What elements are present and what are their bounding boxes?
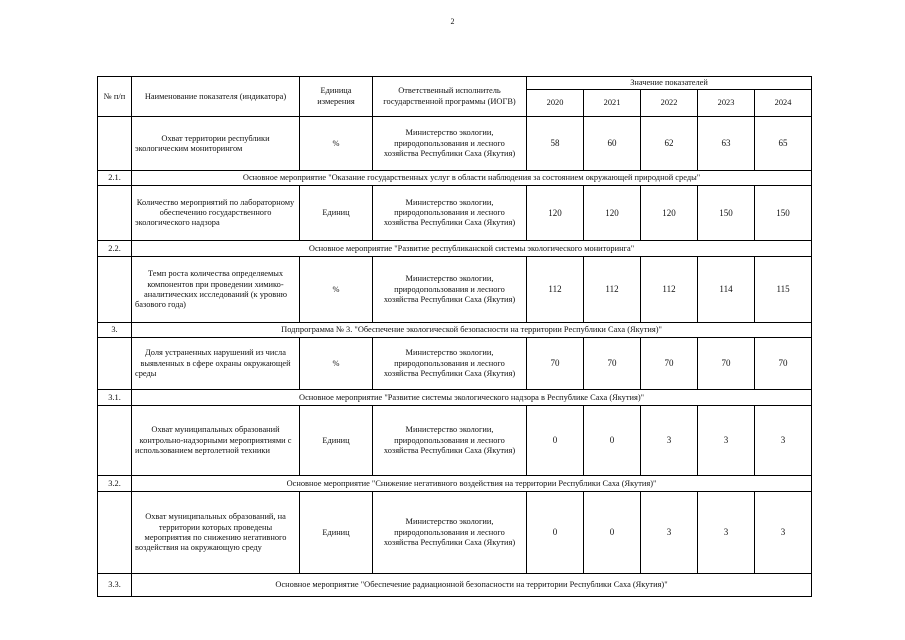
indicator-name: Охват территории республики экологическим мониторингом <box>132 117 300 171</box>
header-num: № п/п <box>98 77 132 117</box>
table-row <box>98 117 812 171</box>
indicator-unit: % <box>300 338 373 390</box>
value-2022: 3 <box>641 406 698 476</box>
value-2020: 70 <box>527 338 584 390</box>
value-2022: 70 <box>641 338 698 390</box>
indicator-name: Количество мероприятий по лабораторному обеспечению государственного экологического надзора <box>132 186 300 241</box>
section-num: 3. <box>98 323 132 338</box>
section-num: 3.3. <box>98 574 132 597</box>
header-year-2024: 2024 <box>755 90 812 117</box>
indicator-unit: % <box>300 257 373 323</box>
indicator-unit: Единиц <box>300 406 373 476</box>
indicator-name: Охват муниципальных образований контрольно-надзорными мероприятиями с использованием вертолетной техники <box>132 406 300 476</box>
value-2021: 112 <box>584 257 641 323</box>
section-row <box>98 476 812 492</box>
section-title: Основное мероприятие "Развитие системы экологического надзора в Республике Саха (Якутия)" <box>132 390 812 406</box>
section-title: Основное мероприятие "Развитие республиканской системы экологического мониторинга" <box>132 241 812 257</box>
row-num <box>98 492 132 574</box>
row-num <box>98 406 132 476</box>
indicator-name: Охват муниципальных образований, на территории которых проведены мероприятия по снижению негативного воздействия на окружающую среду <box>132 492 300 574</box>
indicator-executor: Министерство экологии, природопользования и лесного хозяйства Республики Саха (Якутия) <box>373 338 527 390</box>
indicator-unit: Единиц <box>300 492 373 574</box>
header-year-2022: 2022 <box>641 90 698 117</box>
indicator-name: Доля устраненных нарушений из числа выявленных в сфере охраны окружающей среды <box>132 338 300 390</box>
table-row <box>98 406 812 476</box>
row-num <box>98 338 132 390</box>
header-executor: Ответственный исполнитель государственной программы (ИОГВ) <box>373 77 527 117</box>
indicator-executor: Министерство экологии, природопользования и лесного хозяйства Республики Саха (Якутия) <box>373 186 527 241</box>
header-year-2021: 2021 <box>584 90 641 117</box>
value-2021: 0 <box>584 492 641 574</box>
section-num: 2.1. <box>98 171 132 186</box>
header-name: Наименование показателя (индикатора) <box>132 77 300 117</box>
header-year-2023: 2023 <box>698 90 755 117</box>
row-num <box>98 117 132 171</box>
value-2023: 150 <box>698 186 755 241</box>
value-2020: 120 <box>527 186 584 241</box>
indicator-executor: Министерство экологии, природопользования и лесного хозяйства Республики Саха (Якутия) <box>373 117 527 171</box>
value-2022: 62 <box>641 117 698 171</box>
value-2022: 3 <box>641 492 698 574</box>
value-2020: 0 <box>527 406 584 476</box>
indicator-executor: Министерство экологии, природопользования и лесного хозяйства Республики Саха (Якутия) <box>373 492 527 574</box>
table-header <box>98 77 812 117</box>
section-title: Основное мероприятие "Оказание государственных услуг в области наблюдения за состоянием окружающей природной среды" <box>132 171 812 186</box>
section-num: 2.2. <box>98 241 132 257</box>
value-2021: 0 <box>584 406 641 476</box>
value-2024: 70 <box>755 338 812 390</box>
indicator-executor: Министерство экологии, природопользования и лесного хозяйства Республики Саха (Якутия) <box>373 406 527 476</box>
section-num: 3.1. <box>98 390 132 406</box>
section-title: Основное мероприятие "Снижение негативного воздействия на территории Республики Саха (Якутия)" <box>132 476 812 492</box>
section-row <box>98 241 812 257</box>
indicators-table <box>97 76 812 597</box>
indicator-unit: Единиц <box>300 186 373 241</box>
value-2023: 70 <box>698 338 755 390</box>
value-2022: 112 <box>641 257 698 323</box>
row-num <box>98 257 132 323</box>
section-row <box>98 390 812 406</box>
page-number: 2 <box>450 17 455 26</box>
header-unit: Единица измерения <box>300 77 373 117</box>
section-row <box>98 171 812 186</box>
table-row <box>98 186 812 241</box>
value-2020: 58 <box>527 117 584 171</box>
table-row <box>98 257 812 323</box>
value-2020: 112 <box>527 257 584 323</box>
value-2024: 150 <box>755 186 812 241</box>
value-2020: 0 <box>527 492 584 574</box>
section-num: 3.2. <box>98 476 132 492</box>
indicator-name: Темп роста количества определяемых компонентов при проведении химико-аналитических исследований (к уровню базового года) <box>132 257 300 323</box>
row-num <box>98 186 132 241</box>
value-2023: 114 <box>698 257 755 323</box>
value-2022: 120 <box>641 186 698 241</box>
value-2021: 70 <box>584 338 641 390</box>
value-2023: 3 <box>698 406 755 476</box>
table-row <box>98 338 812 390</box>
section-title: Основное мероприятие "Обеспечение радиационной безопасности на территории Республики Саха (Якутия)" <box>132 574 812 597</box>
value-2021: 60 <box>584 117 641 171</box>
indicator-unit: % <box>300 117 373 171</box>
value-2023: 3 <box>698 492 755 574</box>
value-2024: 115 <box>755 257 812 323</box>
header-year-2020: 2020 <box>527 90 584 117</box>
value-2023: 63 <box>698 117 755 171</box>
value-2024: 3 <box>755 406 812 476</box>
value-2024: 65 <box>755 117 812 171</box>
table-row <box>98 492 812 574</box>
header-values: Значение показателей <box>527 77 812 90</box>
section-title: Подпрограмма № 3. "Обеспечение экологической безопасности на территории Республики Саха (Якутия)" <box>132 323 812 338</box>
table-body <box>98 117 812 597</box>
value-2021: 120 <box>584 186 641 241</box>
indicator-executor: Министерство экологии, природопользования и лесного хозяйства Республики Саха (Якутия) <box>373 257 527 323</box>
value-2024: 3 <box>755 492 812 574</box>
section-row <box>98 323 812 338</box>
section-row <box>98 574 812 597</box>
